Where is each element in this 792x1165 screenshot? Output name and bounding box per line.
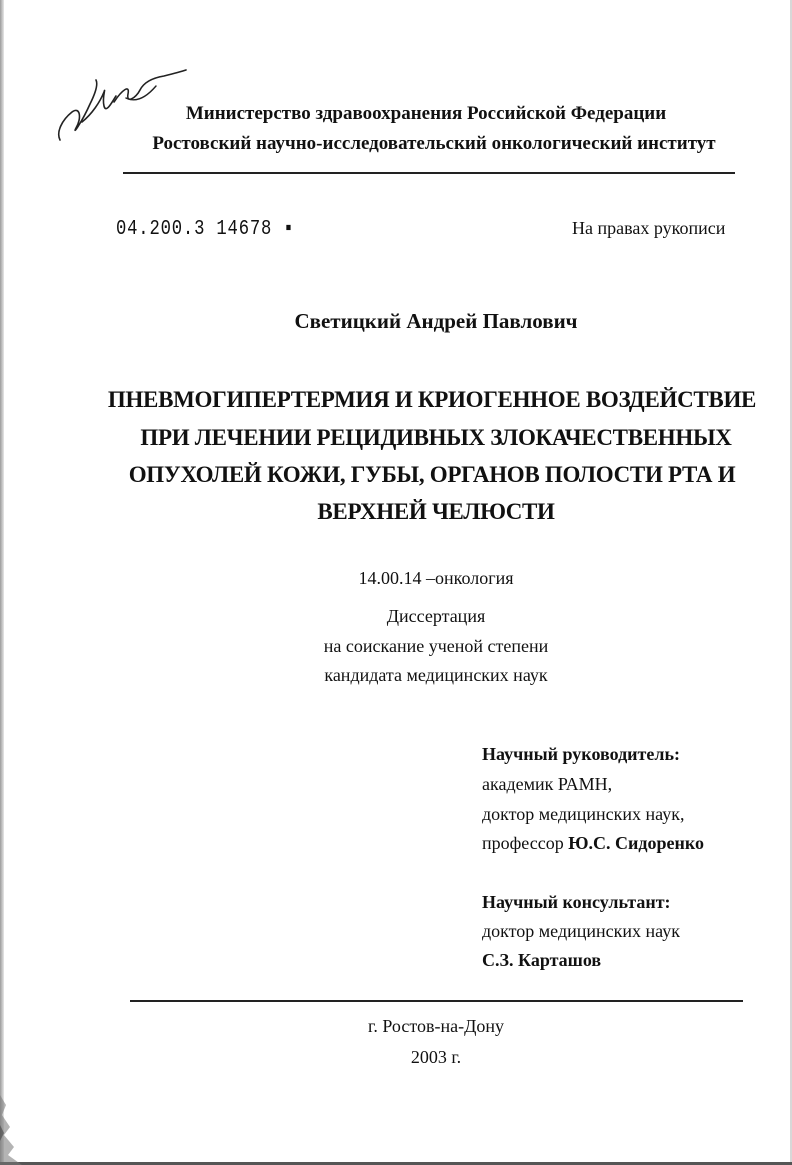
title-line: ПРИ ЛЕЧЕНИИ РЕЦИДИВНЫХ ЗЛОКАЧЕСТВЕННЫХ [140,425,732,450]
supervisor-title-line: доктор медицинских наук, [482,804,685,824]
title-line: ОПУХОЛЕЙ КОЖИ, ГУБЫ, ОРГАНОВ ПОЛОСТИ РТА И [128,462,736,487]
consultant-title-line: доктор медицинских наук [482,921,680,941]
dissertation-degree-line: кандидата медицинских наук [324,665,548,685]
ministry-heading: Министерство здравоохранения Российской Федерации [185,103,667,124]
supervisor-title-line: академик РАМН, [482,774,613,794]
dissertation-label: Диссертация [386,606,486,626]
title-line: ПНЕВМОГИПЕРТЕРМИЯ И КРИОГЕННОЕ ВОЗДЕЙСТВИЕ [107,387,757,412]
consultant-name: С.З. Карташов [482,950,602,970]
registration-number: 04.200.3 14678 ▪ [116,218,295,241]
institute-heading: Ростовский научно-исследовательский онкологический институт [152,133,716,154]
rights-note: На правах рукописи [572,218,726,238]
city: г. Ростов-на-Дону [367,1016,504,1036]
scan-corner-noise [0,1075,30,1165]
scan-left-edge [0,0,4,1165]
supervisor-heading: Научный руководитель: [482,744,680,764]
year: 2003 г. [410,1047,462,1067]
dissertation-degree-line: на соискание ученой степени [323,636,549,656]
registration-number-text: 04.200.3 14678 [116,218,273,241]
supervisor-name: Ю.С. Сидоренко [568,833,704,853]
footer-divider [130,1000,743,1002]
header-divider [123,172,735,174]
title-line: ВЕРХНЕЙ ЧЕЛЮСТИ [317,499,555,524]
author-name: Светицкий Андрей Павлович [294,309,578,333]
specialty-code: 14.00.14 –онкология [358,568,514,588]
supervisor-rank: профессор [482,833,569,853]
consultant-heading: Научный консультант: [482,892,671,912]
supervisor-name-line [482,833,704,854]
